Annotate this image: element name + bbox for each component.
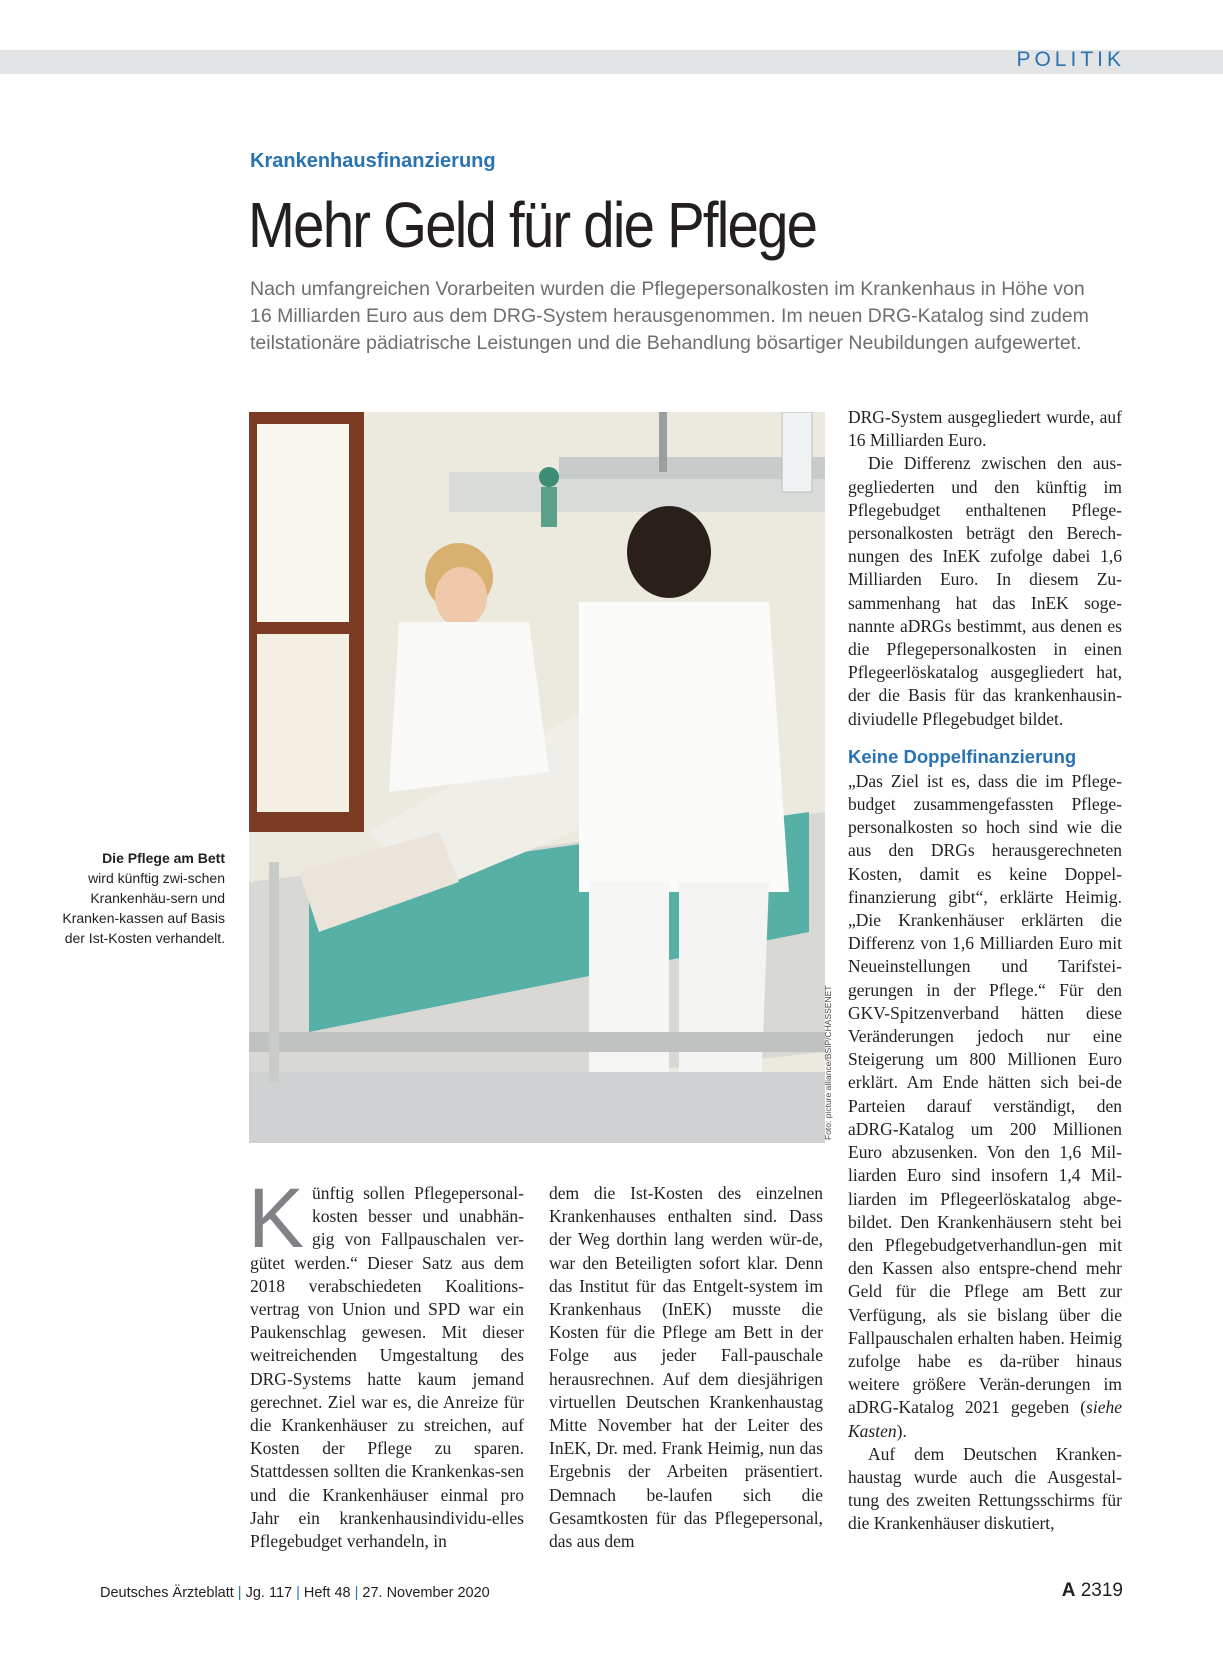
article-kicker: Krankenhausfinanzierung [250, 150, 496, 172]
page-prefix: A [1061, 1580, 1076, 1601]
body-column-3 [848, 406, 1122, 1536]
drop-cap: K [248, 1171, 305, 1265]
footer-divider: | [296, 1585, 300, 1601]
lead-line: Nach umfangreichen Vorarbeiten wurden die Pflegepersonalkosten im Krankenhaus in Höhe von [250, 278, 1085, 300]
body-paragraph: Die Differenz zwischen den aus-gegliederten und den künftig im Pflegebudget enthaltenen Pflege-personalkosten beträgt den Berech-nungen des InEK zufolge dabei 1,6 Milliarden Euro. In diesem Zu-sammenhang hat das InEK soge-nannte aDRGs bestimmt, aus denen es die Pflegepersonalkosten in einen Pflegeerlöskatalog ausgegliedert hat, der die Basis für das krankenhausin-diviudelle Pflegebudget bildet. [848, 453, 1122, 729]
journal-name: Deutsches Ärzteblatt [100, 1585, 234, 1601]
body-column-1 [248, 1171, 524, 1553]
article-title: Mehr Geld für die Pflege [248, 189, 817, 261]
journal-volume: Jg. 117 [245, 1585, 293, 1601]
body-column-2 [549, 1182, 823, 1553]
footer-divider: | [237, 1585, 242, 1601]
photo-credit: Foto: picture alliance/BSIP/CHASSENET [823, 985, 833, 1140]
article-lead [250, 276, 1130, 357]
body-text: ). [896, 1420, 907, 1441]
body-paragraph: DRG-System ausgegliedert wurde, auf 16 Milliarden Euro. [848, 407, 1122, 451]
journal-issue: Heft 48 [303, 1585, 351, 1601]
caption-title: Die Pflege am Bett [102, 850, 225, 866]
body-paragraph: dem die Ist-Kosten des einzelnen Krankenhauses enthalten sind. Dass der Weg dorthin lang werden wür-de, war den Beteiligten sofort klar. Denn das Institut für das Entgelt-system im Krankenhaus (InEK) musste die Kosten für die Pflege am Bett in der Folge aus jeder Fall-pauschale herausrechnen. Auf dem diesjährigen virtuellen Deutschen Krankenhaustag Mitte November hat der Leiter des InEK, Dr. med. Frank Heimig, nun das Ergebnis der Arbeiten präsentiert. Demnach be-laufen sich die Gesamtkosten für das Pflegepersonal, das aus dem [549, 1183, 823, 1552]
lead-line: 16 Milliarden Euro aus dem DRG-System herausgenommen. Im neuen DRG-Katalog sind zudem [250, 305, 1089, 327]
subheading: Keine Doppelfinanzierung [848, 745, 1077, 767]
lead-line: teilstationäre pädiatrische Leistungen und die Behandlung bösartiger Neubildungen aufgewertet. [250, 332, 1082, 354]
body-paragraph: Auf dem Deutschen Kranken-haustag wurde auch die Ausgestal-tung des zweiten Rettungsschirms für die Krankenhäuser diskutiert, [848, 1443, 1122, 1534]
photo-caption [60, 848, 225, 948]
body-paragraph [848, 770, 1122, 1443]
issue-date: 27. November 2020 [362, 1585, 490, 1601]
nurses-at-bed-photo [249, 412, 825, 1143]
page-number-value: 2319 [1080, 1580, 1123, 1601]
caption-text: wird künftig zwi-schen Krankenhäu-sern und Kranken-kassen auf Basis der Ist-Kosten verhandelt. [62, 870, 225, 946]
body-text: „Das Ziel ist es, dass die im Pflege-budget zusammengefassten Pflege-personalkosten so hoch sind wie die aus den DRGs herausgerechneten Kosten, damit es keine Doppel-finanzierung gibt“, erklärte Heimig. „Die Krankenhäuser erklärten die Differenz von 1,6 Milliarden Euro mit Neueinstellungen und Tarifstei-gerungen in der Pflege.“ Für den GKV-Spitzenverband hätten diese Veränderungen jedoch nur eine Steigerung um 800 Millionen Euro erklärt. Am Ende hätten sich bei-de Parteien darauf verständigt, den aDRG-Katalog um 200 Millionen Euro abzusenken. Von den 1,6 Mil-liarden Euro sind insofern 1,4 Mil-liarden im Pflegeerlöskatalog abge-bildet. Den Krankenhäusern steht bei den Pflegebudgetverhandlun-gen mit den Kassen also entspre-chend mehr Geld für die Pflege am Bett zur Verfügung, als sie bislang über die Fallpauschalen erhalten haben. Heimig zufolge habe es da-rüber hinaus weitere größere Verän-derungen im aDRG-Katalog 2021 gegeben ( [848, 770, 1122, 1418]
box-reference: siehe Kasten [848, 1397, 1122, 1441]
footer-divider: | [354, 1585, 359, 1601]
body-paragraph: ünftig sollen Pflegepersonal-kosten besser und unabhän-gig von Fallpauschalen ver-gütet werden.“ Dieser Satz aus dem 2018 verabschiedeten Koalitions-vertrag von Union und SPD war ein Paukenschlag gewesen. Mit dieser weitreichenden Umgestaltung des DRG-Systems hatte kaum jemand gerechnet. Ziel war es, die Anreize für die Krankenhäuser zu streichen, auf Kosten der Pflege zu sparen. Stattdessen sollten die Krankenkas-sen und die Krankenhäuser einmal pro Jahr ein krankenhausindividu-elles Pflegebudget verhandeln, in [250, 1183, 524, 1552]
section-label: POLITIK [1016, 48, 1125, 71]
page-number [1062, 1580, 1123, 1602]
page-footer [100, 1585, 490, 1601]
